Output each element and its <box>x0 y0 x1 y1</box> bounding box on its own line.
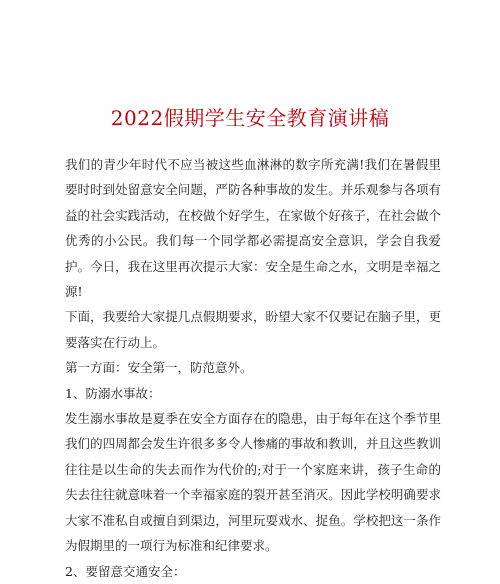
paragraph-item-drowning: 1、防溺水事故： <box>65 385 161 401</box>
document-title: 2022假期学生安全教育演讲稿 <box>110 106 390 130</box>
document-body <box>65 152 441 584</box>
paragraph-item-traffic: 2、要留意交通安全： <box>65 563 186 579</box>
paragraph-requirements: 下面，我要给大家提几点假期要求，盼望大家不仅要记在脑子里，更要落实在行动上。 <box>65 309 441 350</box>
paragraph-drowning-detail: 发生溺水事故是夏季在安全方面存在的隐患，由于每年在这个季节里我们的四周都会发生许很多多令人惨痛的事故和教训，并且这些教训往往是以生命的失去而作为代价的;对于一个家庭来讲，孩子生命的失去往往就意味着一个幸福家庭的裂开甚至消灭。因此学校明确要求大家不准私自或擅自到渠边，河里玩耍戏水、捉鱼。学校把这一条作为假期里的一项行为标准和纪律要求。 <box>65 411 441 554</box>
paragraph-intro: 我们的青少年时代不应当被这些血淋淋的数字所充满!我们在暑假里要时时到处留意安全问题，严防各种事故的发生。并乐观参与各项有益的社会实践活动，在校做个好学生，在家做个好孩子，在社会做个优秀的小公民。我们每一个同学都必需提高安全意识，学会自我爱护。今日，我在这里再次提示大家：安全是生命之水，文明是幸福之源! <box>65 157 441 300</box>
paragraph-section-one: 第一方面：安全第一，防范意外。 <box>65 360 253 376</box>
